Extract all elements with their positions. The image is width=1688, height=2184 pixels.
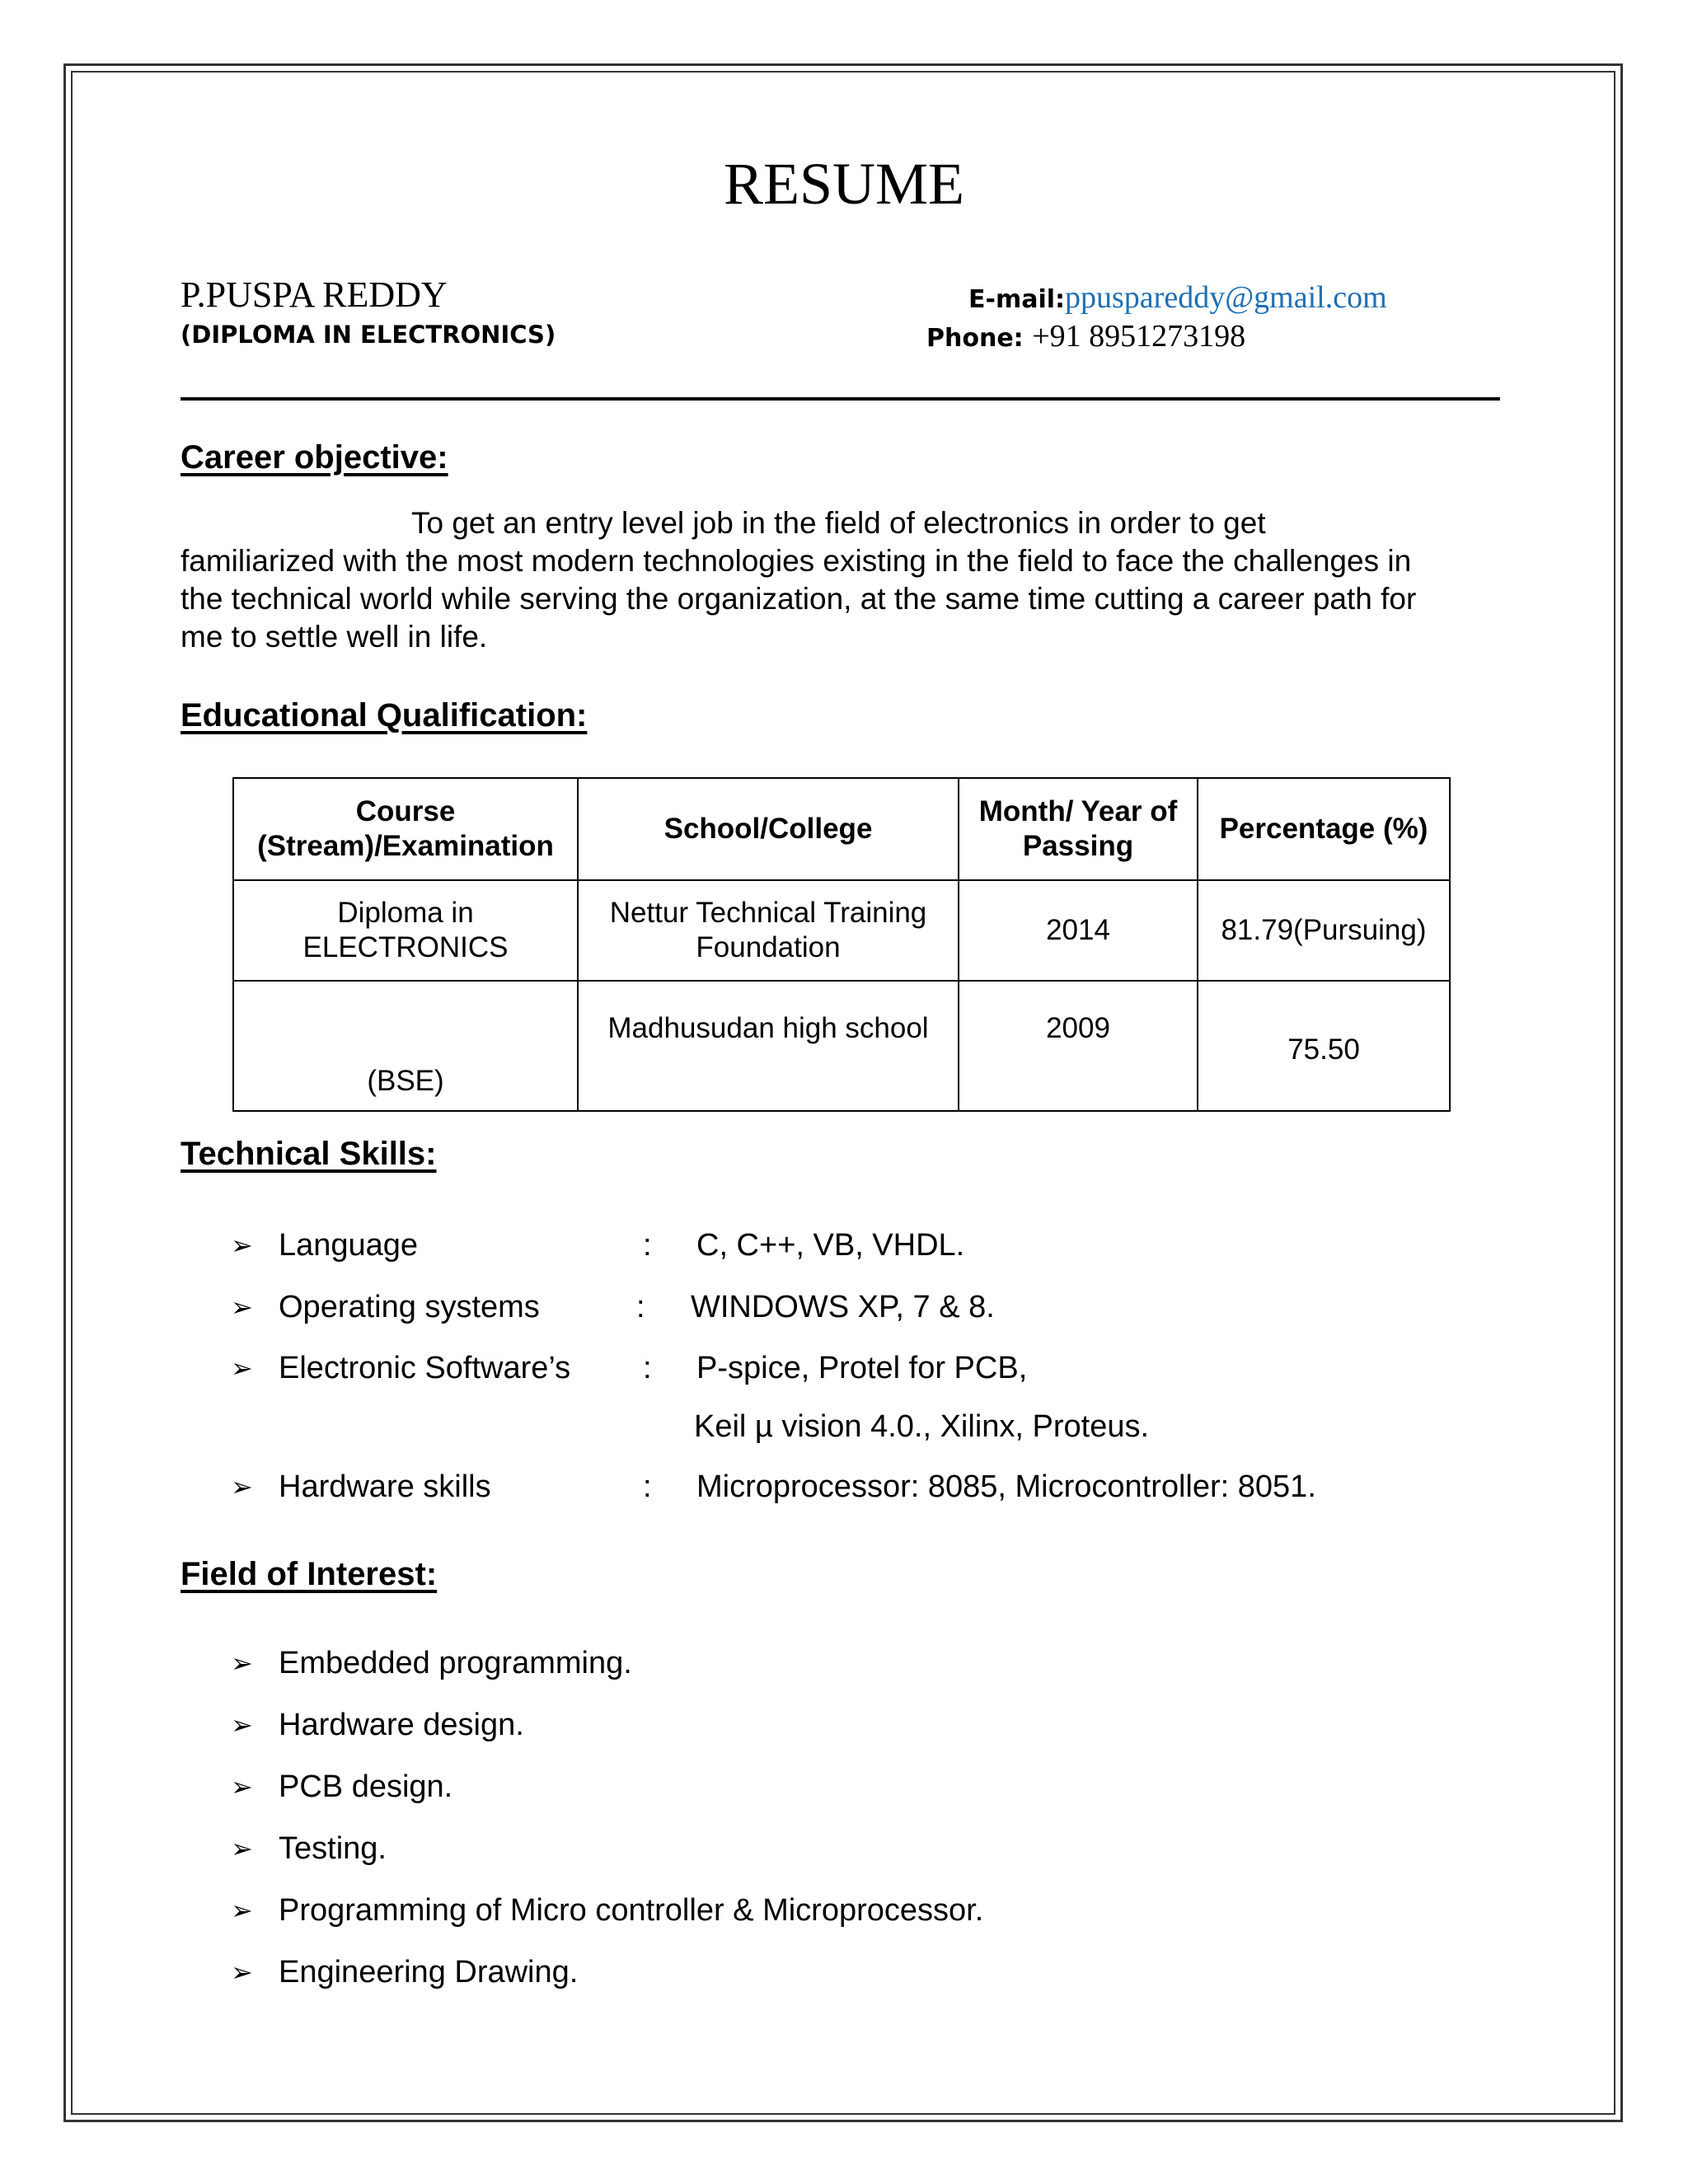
table-cell-course: Diploma in ELECTRONICS <box>233 880 578 981</box>
education-heading: Educational Qualification: <box>181 697 588 733</box>
skill-value: P-spice, Protel for PCB, <box>696 1351 1028 1385</box>
interest-text: Embedded programming. <box>279 1646 632 1680</box>
candidate-name: P.PUSPA REDDY <box>181 274 448 315</box>
skill-value: Keil µ vision 4.0., Xilinx, Proteus. <box>694 1409 1150 1444</box>
email-label: E-mail: <box>968 285 1066 314</box>
resume-title: RESUME <box>723 151 965 217</box>
skill-value: WINDOWS XP, 7 & 8. <box>691 1290 995 1324</box>
field-of-interest-heading: Field of Interest: <box>181 1556 438 1592</box>
skill-separator: : <box>643 1469 652 1504</box>
interest-text: Engineering Drawing. <box>279 1955 579 1990</box>
career-objective-paragraph: To get an entry level job in the field of electronics in order to get familiarized with the most modern technologies existing in the field to face the challenges in the technical world while serving the organization, at the same time cutting a career path for me to settle well in life. <box>181 506 1417 654</box>
candidate-degree: (DIPLOMA IN ELECTRONICS) <box>181 321 556 349</box>
table-cell-percentage: 75.50 <box>1198 981 1450 1111</box>
interest-text: Programming of Micro controller & Microprocessor. <box>279 1893 984 1928</box>
skill-name: Operating systems <box>279 1290 540 1324</box>
phone-number: +91 8951273198 <box>1032 319 1246 354</box>
interest-text: PCB design. <box>279 1769 453 1804</box>
arrow-bullet-icon: ➢ <box>231 1834 253 1863</box>
phone-row <box>926 316 1245 359</box>
column-header-course: Course (Stream)/Examination <box>233 778 578 880</box>
interest-text: Hardware design. <box>279 1708 524 1742</box>
table-cell-year: 2009 <box>959 981 1198 1111</box>
header-divider <box>181 397 1500 401</box>
arrow-bullet-icon: ➢ <box>231 1896 253 1925</box>
table-row <box>233 981 1450 1111</box>
education-table <box>232 777 1451 1112</box>
phone-label: Phone: <box>926 324 1024 353</box>
table-cell-school: Nettur Technical Training Foundation <box>578 880 959 981</box>
table-cell-course: (BSE) <box>233 981 578 1111</box>
arrow-bullet-icon: ➢ <box>231 1230 253 1260</box>
interest-text: Testing. <box>279 1831 387 1866</box>
table-cell-percentage: 81.79(Pursuing) <box>1198 880 1450 981</box>
skill-value: Microprocessor: 8085, Microcontroller: 8051. <box>696 1469 1316 1504</box>
table-row <box>233 880 1450 981</box>
arrow-bullet-icon: ➢ <box>231 1957 253 1987</box>
technical-skills-heading: Technical Skills: <box>181 1136 437 1172</box>
column-header-year: Month/ Year of Passing <box>959 778 1198 880</box>
arrow-bullet-icon: ➢ <box>231 1648 253 1678</box>
arrow-bullet-icon: ➢ <box>231 1772 253 1802</box>
email-row <box>968 277 1387 321</box>
column-header-school: School/College <box>578 778 959 880</box>
skill-separator: : <box>643 1351 652 1385</box>
table-cell-school: Madhusudan high school <box>578 981 959 1111</box>
skill-name: Electronic Software’s <box>279 1351 571 1385</box>
skill-value: C, C++, VB, VHDL. <box>696 1228 965 1263</box>
arrow-bullet-icon: ➢ <box>231 1472 253 1502</box>
arrow-bullet-icon: ➢ <box>231 1710 253 1740</box>
skill-separator: : <box>643 1228 652 1263</box>
skill-name: Language <box>279 1228 419 1263</box>
table-header-row <box>233 778 1450 880</box>
career-objective-heading: Career objective: <box>181 439 448 476</box>
column-header-percentage: Percentage (%) <box>1198 778 1450 880</box>
skill-name: Hardware skills <box>279 1469 491 1504</box>
career-objective-text <box>181 504 1417 656</box>
arrow-bullet-icon: ➢ <box>231 1292 253 1322</box>
skill-separator: : <box>636 1290 645 1324</box>
email-link[interactable]: ppuspareddy@gmail.com <box>1065 280 1387 315</box>
table-cell-year: 2014 <box>959 880 1198 981</box>
arrow-bullet-icon: ➢ <box>231 1353 253 1383</box>
